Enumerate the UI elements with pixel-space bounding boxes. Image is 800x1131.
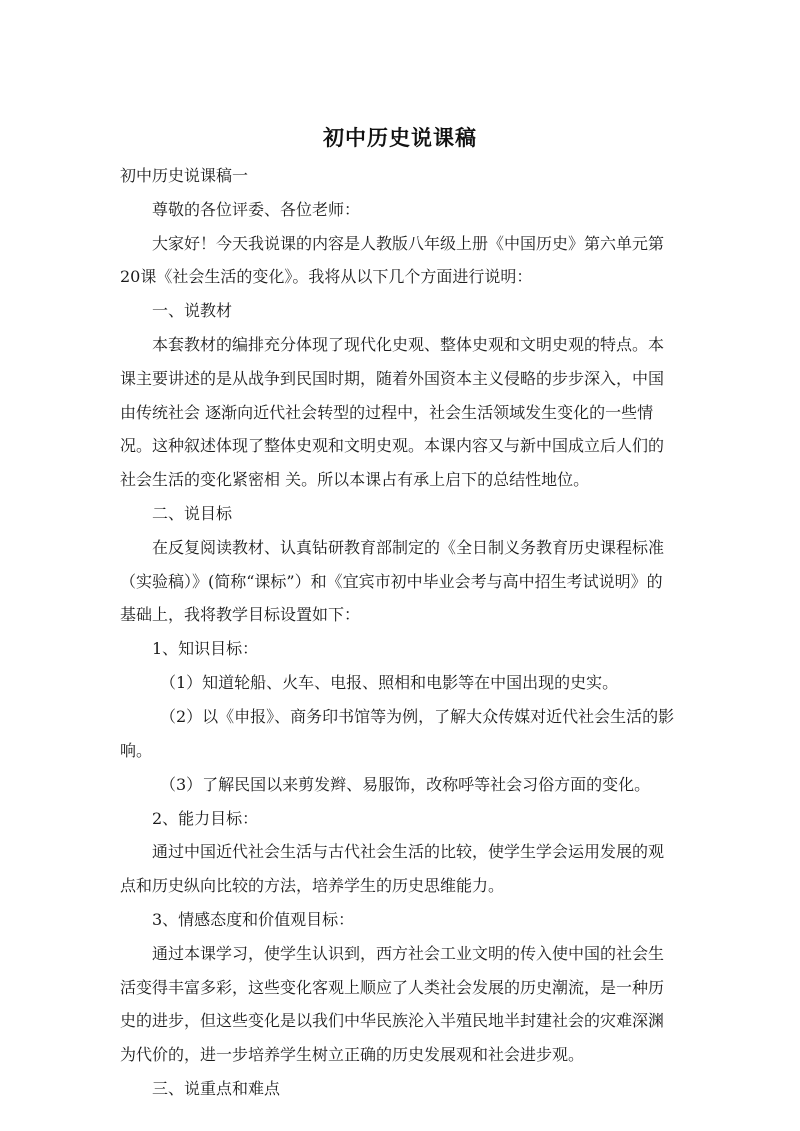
list-item-continuation: 响。 xyxy=(120,741,153,760)
section-heading: 一、说教材 xyxy=(152,301,233,320)
section-heading: 二、说目标 xyxy=(152,504,233,523)
paragraph-line: 基础上，我将教学目标设置如下： xyxy=(120,605,361,624)
paragraph-line: 活变得丰富多彩，这些变化客观上顺应了人类社会发展的历史潮流，是一种历 xyxy=(120,978,665,997)
list-item: （1）知道轮船、火车、电报、照相和电影等在中国出现的史实。 xyxy=(160,673,619,692)
paragraph-line: 通过中国近代社会生活与古代社会生活的比较，使学生学会运用发展的观 xyxy=(152,842,665,861)
paragraph-line: 史的进步，但这些变化是以我们中华民族沦入半殖民地半封建社会的灾难深渊 xyxy=(120,1011,665,1030)
paragraph-line: 由传统社会 逐渐向近代社会转型的过程中，社会生活领域发生变化的一些情 xyxy=(120,403,654,422)
paragraph-line: 大家好！今天我说课的内容是人教版八年级上册《中国历史》第六单元第 xyxy=(152,234,665,253)
subsection-heading: 1、知识目标： xyxy=(152,639,259,658)
paragraph-line: 本套教材的编排充分体现了现代化史观、整体史观和文明史观的特点。本 xyxy=(152,335,665,354)
subsection-heading: 2、能力目标： xyxy=(152,809,259,828)
paragraph-line: 为代价的，进一步培养学生树立正确的历史发展观和社会进步观。 xyxy=(120,1045,585,1064)
paragraph-line: 课主要讲述的是从战争到民国时期，随着外国资本主义侵略的步步深入，中国 xyxy=(120,369,665,388)
paragraph-line: 在反复阅读教材、认真钻研教育部制定的《全日制义务教育历史课程标准 xyxy=(152,538,665,557)
document-subtitle: 初中历史说课稿一 xyxy=(120,166,249,185)
subsection-heading: 3、情感态度和价值观目标： xyxy=(152,910,355,929)
section-heading: 三、说重点和难点 xyxy=(152,1079,281,1098)
paragraph-line: 社会生活的变化紧密相 关。所以本课占有承上启下的总结性地位。 xyxy=(120,470,590,489)
paragraph-line: 点和历史纵向比较的方法，培养学生的历史思维能力。 xyxy=(120,876,505,895)
document-title: 初中历史说课稿 xyxy=(323,126,477,150)
paragraph-line: （实验稿）》(简称“课标”）和《宜宾市初中毕业会考与高中招生考试说明》的 xyxy=(120,572,663,591)
paragraph-line: 况。这种叙述体现了整体史观和文明史观。本课内容又与新中国成立后人们的 xyxy=(120,436,665,455)
paragraph-line: 通过本课学习，使学生认识到，西方社会工业文明的传入使中国的社会生 xyxy=(152,944,665,963)
list-item: （2）以《申报》、商务印书馆等为例，了解大众传媒对近代社会生活的影 xyxy=(160,707,675,726)
paragraph-line: 20课《社会生活的变化》。我将从以下几个方面进行说明： xyxy=(120,267,533,286)
greeting-line: 尊敬的各位评委、各位老师： xyxy=(152,200,361,219)
list-item: （3）了解民国以来剪发辫、易服饰，改称呼等社会习俗方面的变化。 xyxy=(160,775,651,794)
